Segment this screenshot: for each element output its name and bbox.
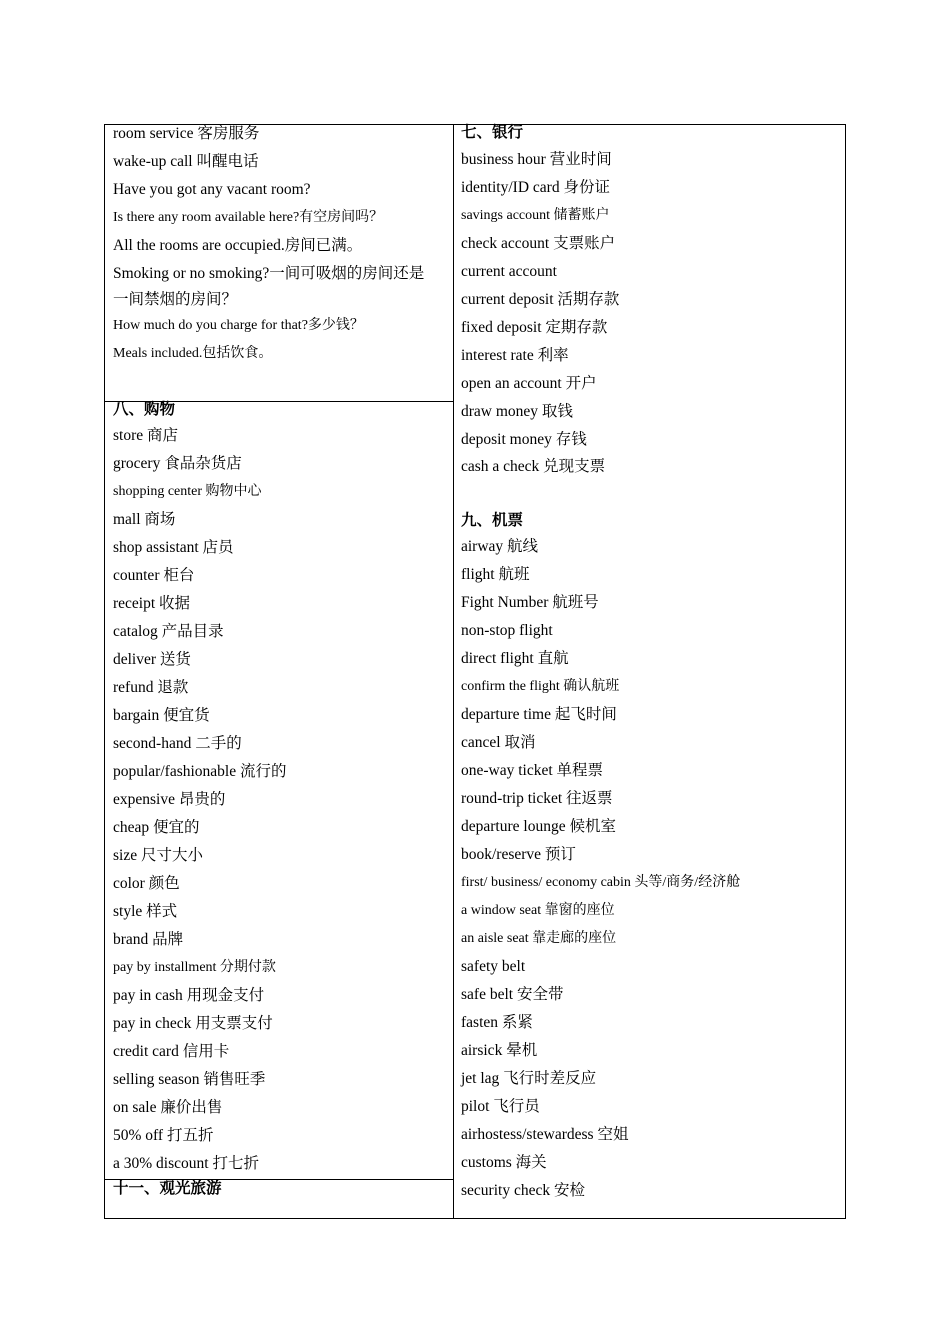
vocab-item: interest rate 利率	[461, 347, 569, 364]
vocab-item: airhostess/stewardess 空姐	[461, 1126, 629, 1143]
vocab-item: receipt 收据	[113, 595, 191, 612]
vocab-item: expensive 昂贵的	[113, 791, 226, 808]
vocab-item: counter 柜台	[113, 567, 195, 584]
vocab-item: shopping center 购物中心	[113, 484, 262, 499]
phrase-line: All the rooms are occupied.房间已满。	[113, 237, 363, 254]
vocab-item: flight 航班	[461, 566, 530, 583]
vocab-item: draw money 取钱	[461, 403, 573, 420]
phrase-line: Meals included.包括饮食。	[113, 346, 273, 361]
vocab-item: deposit money 存钱	[461, 431, 587, 448]
vocab-item: bargain 便宜货	[113, 707, 210, 724]
vocab-item: a window seat 靠窗的座位	[461, 903, 615, 918]
section-heading: 十一、观光旅游	[113, 1180, 222, 1197]
vocab-item: departure time 起飞时间	[461, 706, 617, 723]
vocab-item: refund 退款	[113, 679, 189, 696]
vocab-item: round-trip ticket 往返票	[461, 790, 613, 807]
vocab-item: current account	[461, 263, 557, 280]
vocab-item: safety belt	[461, 958, 526, 975]
vocab-item: customs 海关	[461, 1154, 547, 1171]
vocab-item: Fight Number 航班号	[461, 594, 599, 611]
phrase-line: Have you got any vacant room?	[113, 181, 311, 198]
vocab-item: second-hand 二手的	[113, 735, 242, 752]
vocab-item: current deposit 活期存款	[461, 291, 620, 308]
vocab-item: mall 商场	[113, 511, 176, 528]
vocab-item: cash a check 兑现支票	[461, 458, 606, 475]
vocab-item: deliver 送货	[113, 651, 191, 668]
phrase-line: Smoking or no smoking?一间可吸烟的房间还是	[113, 265, 425, 282]
vocab-item: cancel 取消	[461, 734, 536, 751]
vocab-item: open an account 开户	[461, 375, 597, 392]
vocab-item: pay in check 用支票支付	[113, 1015, 273, 1032]
vocab-item: book/reserve 预订	[461, 846, 576, 863]
vocab-item: fixed deposit 定期存款	[461, 319, 608, 336]
vocab-item: size 尺寸大小	[113, 847, 203, 864]
vocab-item: cheap 便宜的	[113, 819, 200, 836]
vocab-item: first/ business/ economy cabin 头等/商务/经济舱	[461, 875, 741, 890]
vocab-item: shop assistant 店员	[113, 539, 234, 556]
column-divider	[453, 125, 454, 1218]
vocab-item: pay in cash 用现金支付	[113, 987, 265, 1004]
vocab-item: airsick 晕机	[461, 1042, 538, 1059]
vocab-item: pay by installment 分期付款	[113, 960, 276, 975]
vocab-item: business hour 营业时间	[461, 151, 612, 168]
phrase-line: Is there any room available here?有空房间吗？	[113, 210, 384, 225]
vocab-item: safe belt 安全带	[461, 986, 564, 1003]
vocab-item: store 商店	[113, 427, 179, 444]
vocab-item: airway 航线	[461, 538, 539, 555]
vocab-item: grocery 食品杂货店	[113, 455, 242, 472]
vocab-item: catalog 产品目录	[113, 623, 224, 640]
phrase-line: wake-up call 叫醒电话	[113, 153, 259, 170]
vocab-item: 50% off 打五折	[113, 1127, 214, 1144]
vocab-item: style 样式	[113, 903, 178, 920]
vocab-item: a 30% discount 打七折	[113, 1155, 259, 1172]
section-heading: 七、银行	[461, 124, 524, 141]
vocab-item: savings account 储蓄账户	[461, 208, 610, 223]
vocab-item: confirm the flight 确认航班	[461, 679, 620, 694]
vocab-item: one-way ticket 单程票	[461, 762, 604, 779]
vocab-item: pilot 飞行员	[461, 1098, 540, 1115]
vocab-item: non-stop flight	[461, 622, 553, 639]
vocab-item: identity/ID card 身份证	[461, 179, 610, 196]
vocab-item: an aisle seat 靠走廊的座位	[461, 931, 617, 946]
phrase-line: How much do you charge for that?多少钱？	[113, 318, 364, 333]
vocab-item: brand 品牌	[113, 931, 184, 948]
vocab-item: credit card 信用卡	[113, 1043, 230, 1060]
vocab-item: direct flight 直航	[461, 650, 569, 667]
vocab-item: on sale 廉价出售	[113, 1099, 223, 1116]
vocab-item: fasten 系紧	[461, 1014, 533, 1031]
section-heading: 九、机票	[461, 512, 524, 529]
phrase-line: room service 客房服务	[113, 125, 260, 142]
vocabulary-table	[104, 124, 846, 1219]
vocab-item: security check 安检	[461, 1182, 585, 1199]
vocab-item: departure lounge 候机室	[461, 818, 616, 835]
section-heading: 八、购物	[113, 401, 176, 418]
phrase-line: 一间禁烟的房间？	[113, 291, 238, 308]
vocab-item: jet lag 飞行时差反应	[461, 1070, 597, 1087]
vocab-item: popular/fashionable 流行的	[113, 763, 287, 780]
vocab-item: check account 支票账户	[461, 235, 616, 252]
vocab-item: color 颜色	[113, 875, 180, 892]
vocab-item: selling season 销售旺季	[113, 1071, 266, 1088]
